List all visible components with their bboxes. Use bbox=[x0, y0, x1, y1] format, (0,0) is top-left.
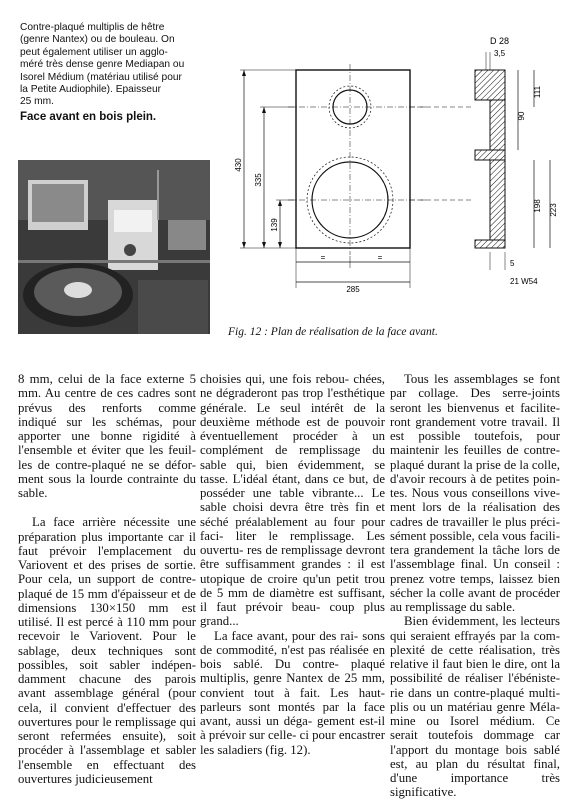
paragraph bbox=[390, 372, 560, 614]
text-line: étant, dans ce but, de posséder bbox=[200, 471, 386, 500]
text-line: procéder à un complément de bbox=[200, 429, 385, 458]
text-line: Tous les assemblages se font bbox=[404, 372, 560, 386]
text-line: 8 mm, celui de la face externe bbox=[18, 372, 185, 386]
text-line: 5 mm. Au centre de ces cadres bbox=[18, 372, 196, 401]
text-line: des ouvertures judicieusement bbox=[18, 757, 196, 786]
text-line: de 25 mm, convient tout à fait. bbox=[200, 671, 385, 700]
text-line: l'esthétique générale. Le seul bbox=[200, 386, 385, 415]
text-line: remplissage du sable qui, bien bbox=[200, 443, 386, 472]
text-line: prenez votre temps, laissez bien bbox=[390, 571, 560, 586]
text-line: liter le remplissage. Les ouvertu- bbox=[200, 528, 385, 557]
text-line: coup plus grand... bbox=[200, 600, 385, 629]
text-line: pour recevoir le Variovent. Pour bbox=[18, 615, 196, 644]
text-line: qui seront refermées ensuite), bbox=[18, 714, 196, 743]
text-line: intérêt de la deuxième méthode bbox=[200, 400, 385, 429]
text-line: qui seraient effrayés par la com- bbox=[390, 628, 560, 643]
text-line: indiqué sur les schémas, pour bbox=[18, 414, 196, 429]
dim-111: 111 bbox=[533, 85, 542, 99]
dim-5: 5 bbox=[510, 259, 515, 268]
text-line: plaqué durant la prise de la colle, bbox=[390, 457, 560, 472]
text-line: sécher la colle avant de procéder bbox=[390, 585, 560, 600]
text-line: avant assemblage général (pour bbox=[18, 686, 196, 701]
text-line: chées, ne dégraderont pas trop bbox=[200, 372, 385, 401]
text-line: relative il faut bien le dire, ont la bbox=[390, 657, 560, 671]
article-column-3 bbox=[390, 372, 560, 800]
text-line: res de remplissage devront être bbox=[200, 543, 385, 572]
dim-430: 430 bbox=[234, 158, 243, 172]
text-line: suffisamment grandes : il est bbox=[225, 557, 385, 572]
text-line: ment lors de la réalisation des bbox=[390, 500, 560, 515]
dim-285: 285 bbox=[346, 285, 360, 294]
text-line: ci pour encastrer les saladiers bbox=[200, 728, 385, 757]
text-line: gement est-il à prévoir sur celle- bbox=[200, 714, 386, 743]
speaker-test-photo bbox=[18, 160, 210, 334]
text-line: l'assemblage final. Un conseil : bbox=[390, 557, 560, 572]
text-line: est possible toutefois, pour bbox=[390, 429, 560, 443]
text-line: plan du résultat final, d'une bbox=[390, 756, 560, 785]
paragraph bbox=[390, 614, 560, 799]
text-line: sont prévus des renforts comme bbox=[18, 386, 197, 415]
text-line: maintenir les feuilles de contre- bbox=[390, 443, 560, 458]
text-line: utopique de croire qu'un petit bbox=[200, 571, 359, 586]
text-line: de dimensions 130×150 mm est bbox=[18, 586, 196, 615]
text-line: choisies qui, une fois rebou- bbox=[200, 372, 350, 386]
text-line: plis ou un matériau genre Méla- bbox=[390, 699, 560, 714]
text-line: une table vibrante... Le sable bbox=[200, 486, 386, 515]
text-line: tera grandement la tâche lors de bbox=[390, 543, 560, 557]
text-line: possibles, soit sabler indépen- bbox=[18, 657, 196, 672]
text-line: Pour cela, un support de contre- bbox=[18, 572, 196, 587]
material-note-bold: Face avant en bois plein. bbox=[20, 110, 157, 123]
text-line: Variovent et des prises de sortie. bbox=[18, 558, 196, 572]
text-line: plexité de cette réalisation, très bbox=[390, 642, 560, 657]
dim-eq-right: = bbox=[377, 253, 383, 262]
text-line: réalisée en bois sablé. Du contre- bbox=[200, 642, 385, 671]
paragraph bbox=[200, 629, 385, 757]
paragraph bbox=[18, 372, 196, 500]
text-line: d'avoir recours à de petites poin- bbox=[390, 471, 560, 486]
text-line: La face arrière nécessite une bbox=[32, 515, 196, 530]
text-line: damment chacune des parois bbox=[18, 672, 196, 686]
text-line: trou de 5 mm de diamètre est bbox=[200, 571, 385, 600]
text-line: possibilité de réaliser l'ébénistе- bbox=[390, 671, 560, 686]
text-line: sons de commodité, n'est pas bbox=[200, 628, 385, 657]
article-column-2 bbox=[200, 372, 385, 757]
text-line: ment sous la lourde contrainte bbox=[18, 471, 179, 486]
text-line: apporter une bonne rigidité à bbox=[18, 429, 196, 443]
text-line: les de contre-plaqué ne se défor- bbox=[18, 457, 196, 472]
dim-90: 90 bbox=[517, 111, 526, 121]
text-line: le sablage, deux techniques sont bbox=[18, 629, 196, 658]
text-line: seront les bienvenus et facilite- bbox=[390, 400, 560, 415]
dim-3-5: 3,5 bbox=[494, 49, 506, 58]
text-line: (fig. 12). bbox=[265, 742, 311, 757]
text-line: sément possible, cela vous facili- bbox=[390, 528, 560, 543]
paragraph bbox=[18, 515, 196, 786]
material-note-text: Contre-plaqué multiplis de hêtre (genre Nantex) ou de bouleau. On peut également utiliser un agglo- méré très dense genre Mediapan ou Isorel Médium (matériau utilisé pour la Petite Audiophile). Epaisseur 25 mm. bbox=[20, 22, 185, 108]
text-line: sabler l'ensemble en effectuant bbox=[18, 743, 196, 772]
text-line: du montage bois sablé est, au bbox=[390, 742, 560, 771]
text-line: toutefois dommage car l'apport bbox=[390, 728, 561, 757]
text-line: Bien évidemment, les lecteurs bbox=[404, 614, 560, 629]
dim-223: 223 bbox=[549, 203, 558, 217]
text-line: est de pouvoir éventuellement bbox=[200, 414, 385, 443]
text-line: il faut prévoir l'emplacement du bbox=[18, 529, 196, 558]
text-line: soit procéder à l'assemblage et bbox=[18, 729, 196, 758]
text-line: utilisé. Il est percé à 110 mm bbox=[18, 615, 169, 629]
dim-139: 139 bbox=[270, 218, 279, 232]
text-line: suffisant, il faut prévoir beau- bbox=[200, 585, 385, 614]
dim-335: 335 bbox=[254, 173, 263, 187]
text-line: ront grandement votre travail. Il bbox=[390, 414, 560, 429]
text-line: cela, il convient d'effectuer des bbox=[18, 700, 196, 715]
front-panel-plan-drawing bbox=[228, 30, 564, 330]
text-line: ouvertures pour le remplissage bbox=[18, 714, 177, 729]
paragraph bbox=[200, 372, 385, 629]
dim-eq-left: = bbox=[320, 253, 326, 262]
text-line: tes. Nous vous conseillons vive- bbox=[390, 486, 560, 500]
text-line: mine ou Isorel médium. Ce serait bbox=[390, 714, 560, 743]
text-line: par la face avant, aussi un déga- bbox=[200, 699, 385, 728]
figure-material-note bbox=[20, 22, 210, 123]
text-line: plaqué de 15 mm d'épaisseur et bbox=[18, 586, 181, 601]
text-line: du sable. bbox=[18, 471, 197, 500]
text-line: évidemment, se tasse. L'idéal bbox=[200, 457, 386, 486]
label-d28: D 28 bbox=[490, 36, 510, 46]
text-line: préalablement au four pour faci- bbox=[200, 514, 385, 543]
figure-caption: Fig. 12 : Plan de réalisation de la face avant. bbox=[228, 326, 438, 338]
text-line: par collage. Des serre-joints bbox=[390, 386, 560, 401]
text-line: cadres de travailler le plus préci- bbox=[390, 514, 560, 529]
text-line: choisi devra être très fin et séché bbox=[200, 500, 385, 529]
dim-198: 198 bbox=[533, 199, 542, 213]
text-line: plaqué multiplis, genre Nantex bbox=[200, 657, 385, 686]
text-line: l'ensemble et éviter que les feuil- bbox=[18, 443, 196, 458]
text-line: au remplissage du sable. bbox=[390, 600, 516, 614]
text-line: Les haut-parleurs sont montés bbox=[200, 685, 385, 714]
article-column-1 bbox=[18, 372, 196, 786]
text-line: importance très significative. bbox=[390, 771, 560, 800]
label-21w54: 21 W54 bbox=[510, 277, 538, 286]
text-line: La face avant, pour des rai- bbox=[214, 628, 359, 643]
text-line: rie dans un contre-plaqué multi- bbox=[390, 685, 560, 700]
text-line: préparation plus importante car bbox=[18, 529, 184, 544]
